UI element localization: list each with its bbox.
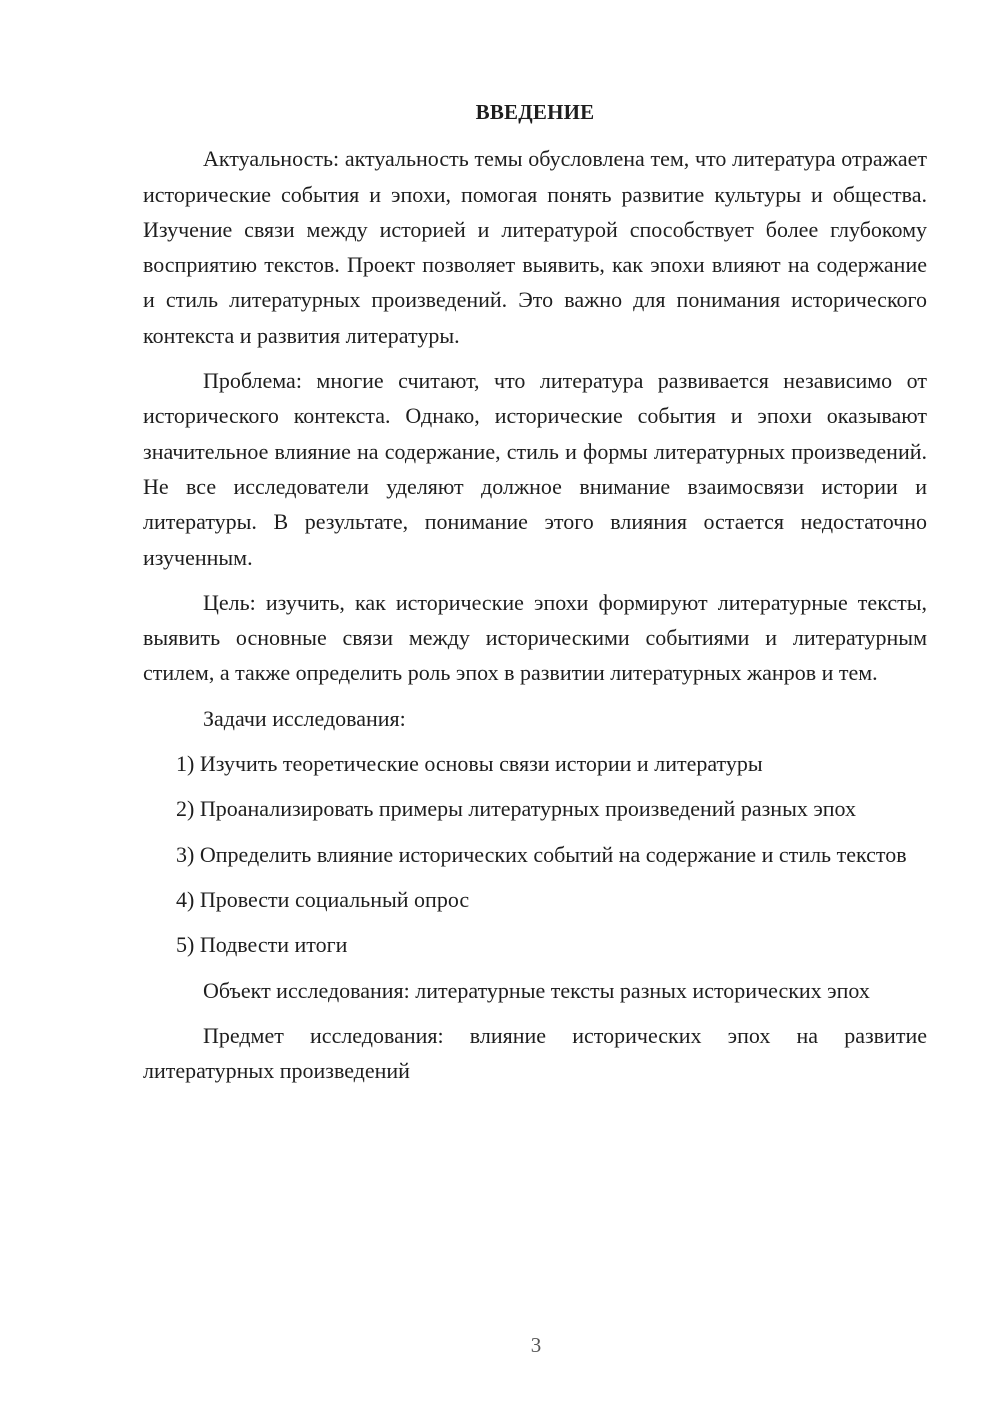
tasks-list: [143, 746, 927, 962]
section-title: ВВЕДЕНИЕ: [475, 100, 595, 124]
paragraph-relevance: Актуальность: актуальность темы обусловлена тем, что литература отражает исторические события и эпохи, помогая понять развитие культуры и общества. Изучение связи между историей и литературой способствует более глубокому восприятию текстов. Проект позволяет выявить, как эпохи влияют на содержание и стиль литературных произведений. Это важно для понимания исторического контекста и развития литературы.: [143, 146, 927, 348]
task-item: 2) Проанализировать примеры литературных произведений разных эпох: [176, 796, 857, 822]
paragraph-goal: Цель: изучить, как исторические эпохи формируют литературные тексты, выявить основные связи между историческими событиями и литературным стилем, а также определить роль эпох в развитии литературных жанров и тем.: [143, 589, 927, 686]
task-item: 4) Провести социальный опрос: [176, 886, 470, 912]
tasks-heading: Задачи исследования:: [203, 705, 406, 731]
task-item: 3) Определить влияние исторических событий на содержание и стиль текстов: [176, 841, 907, 867]
paragraph-subject: Предмет исследования: влияние исторических эпох на развитие литературных произведений: [143, 1022, 927, 1084]
paragraph-problem: Проблема: многие считают, что литература развивается независимо от исторического контекста. Однако, исторические события и эпохи оказывают значительное влияние на содержание, стиль и формы литературных произведений. Не все исследователи уделяют должное внимание взаимосвязи истории и литературы. В результате, понимание этого влияния остается недостаточно изученным.: [143, 368, 927, 570]
paragraph-object: Объект исследования: литературные тексты разных исторических эпох: [203, 977, 870, 1003]
page-number: 3: [530, 1333, 542, 1357]
document-page: [143, 95, 927, 1098]
task-item: 5) Подвести итоги: [176, 932, 348, 958]
task-item: 1) Изучить теоретические основы связи истории и литературы: [176, 751, 763, 777]
